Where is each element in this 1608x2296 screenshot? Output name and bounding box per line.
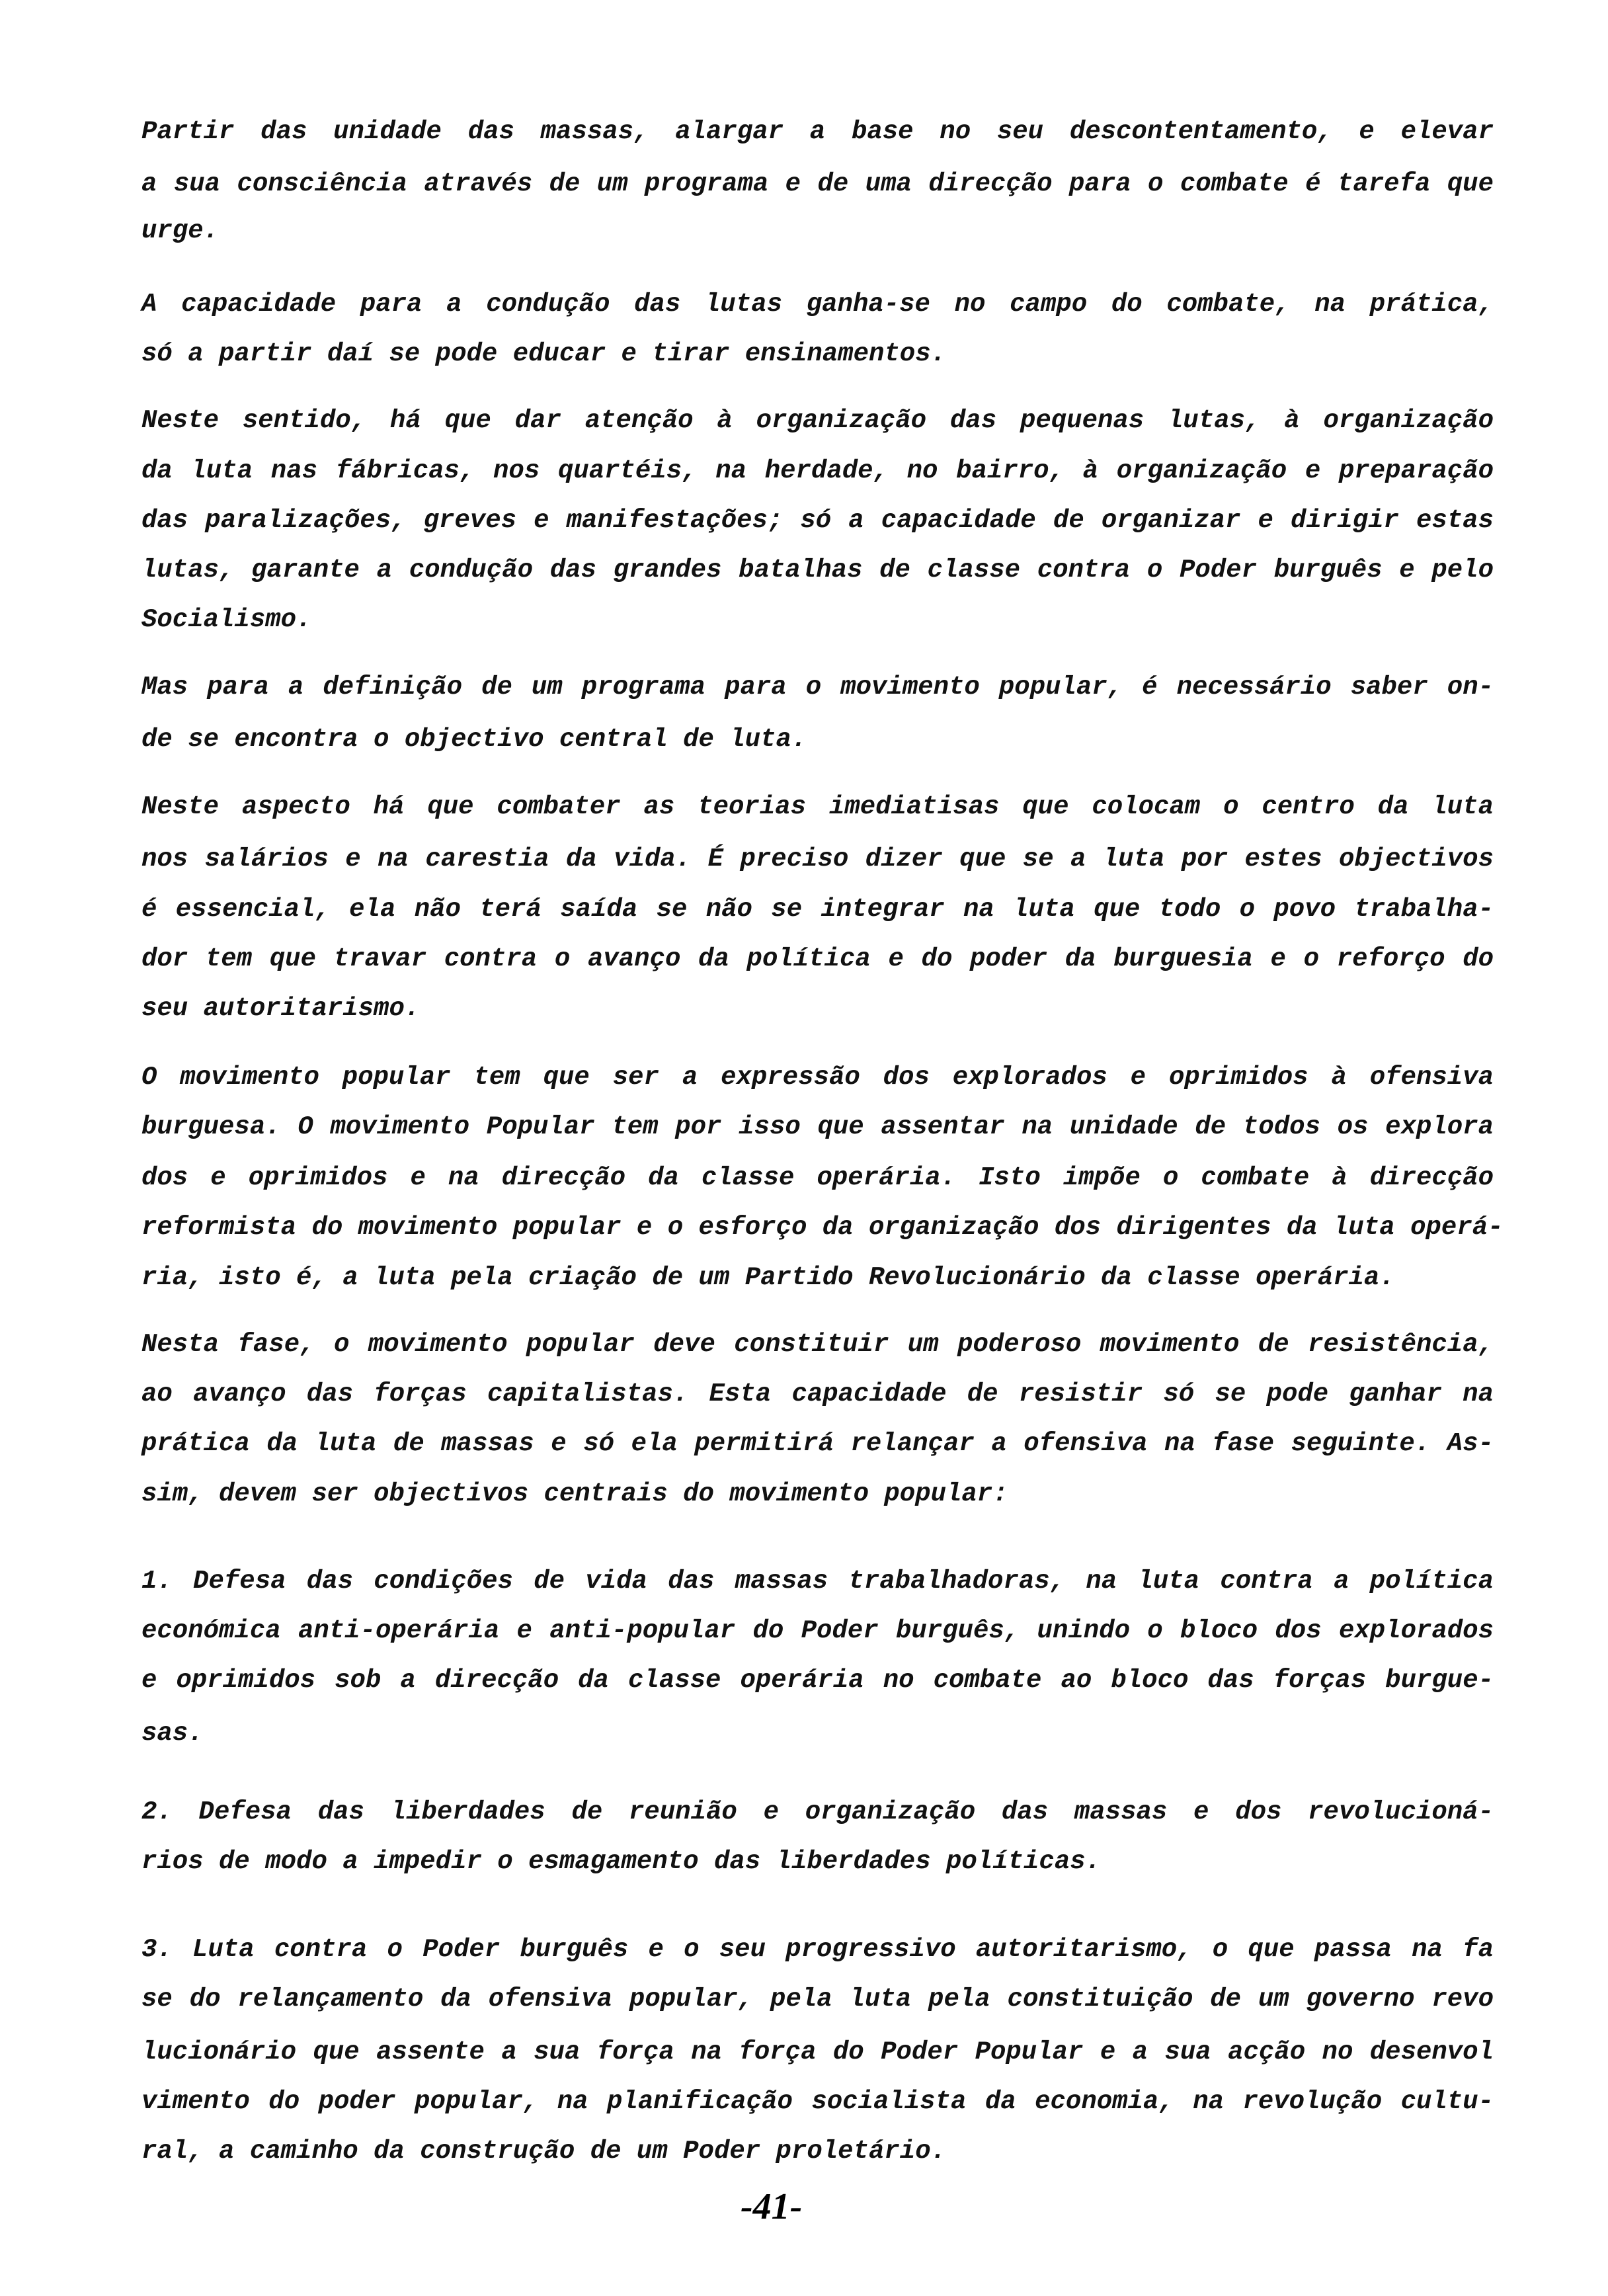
text-line: 2. Defesa das liberdades de reunião e organização das massas e dos revolucioná- [141, 1797, 1494, 1826]
text-line: sim, devem ser objectivos centrais do movimento popular: [141, 1479, 1008, 1508]
text-line: de se encontra o objectivo central de luta. [141, 725, 807, 754]
text-line: Neste aspecto há que combater as teorias imediatisas que colocam o centro da luta [141, 792, 1494, 821]
text-line: sas. [141, 1719, 204, 1748]
text-line: nos salários e na carestia da vida. É preciso dizer que se a luta por estes objectivos [141, 844, 1494, 874]
text-line: ral, a caminho da construção de um Poder proletário. [141, 2137, 946, 2166]
text-line: prática da luta de massas e só ela permitirá relançar a ofensiva na fase seguinte. As- [141, 1429, 1494, 1458]
text-line: se do relançamento da ofensiva popular, pela luta pela constituição de um governo revo [141, 1985, 1494, 2014]
text-line: 3. Luta contra o Poder burguês e o seu progressivo autoritarismo, o que passa na fa [141, 1935, 1494, 1964]
text-line: Partir das unidade das massas, alargar a base no seu descontentamento, e elevar [141, 117, 1494, 146]
text-line: vimento do poder popular, na planificação socialista da economia, na revolução cultu- [141, 2087, 1494, 2116]
text-line: Mas para a definição de um programa para o movimento popular, é necessário saber on- [141, 673, 1494, 702]
text-line: lucionário que assente a sua força na força do Poder Popular e a sua acção no desenvol [141, 2037, 1494, 2067]
text-line: só a partir daí se pode educar e tirar ensinamentos. [141, 339, 946, 368]
text-line: urge. [141, 216, 220, 245]
text-line: reformista do movimento popular e o esforço da organização dos dirigentes da luta operá- [141, 1213, 1504, 1242]
text-line: económica anti-operária e anti-popular do Poder burguês, unindo o bloco dos explorados [141, 1616, 1494, 1645]
text-line: Nesta fase, o movimento popular deve constituir um poderoso movimento de resistência, [141, 1330, 1494, 1359]
text-line: lutas, garante a condução das grandes batalhas de classe contra o Poder burguês e pelo [141, 555, 1494, 585]
text-line: Socialismo. [141, 605, 312, 634]
text-line: da luta nas fábricas, nos quartéis, na herdade, no bairro, à organização e preparação [141, 456, 1494, 485]
text-line: dos e oprimidos e na direcção da classe operária. Isto impõe o combate à direcção [141, 1163, 1494, 1192]
text-line: é essencial, ela não terá saída se não se integrar na luta que todo o povo trabalha- [141, 895, 1494, 924]
text-line: a sua consciência através de um programa e de uma direcção para o combate é tarefa que [141, 169, 1494, 198]
text-line: seu autoritarismo. [141, 994, 421, 1023]
text-line: O movimento popular tem que ser a expressão dos explorados e oprimidos à ofensiva [141, 1063, 1494, 1092]
text-line: A capacidade para a condução das lutas ganha-se no campo do combate, na prática, [141, 290, 1494, 319]
text-line: dor tem que travar contra o avanço da política e do poder da burguesia e o reforço do [141, 944, 1494, 973]
text-line: das paralizações, greves e manifestações; só a capacidade de organizar e dirigir estas [141, 506, 1494, 535]
text-line: burguesa. O movimento Popular tem por isso que assentar na unidade de todos os explora [141, 1112, 1494, 1141]
text-line: Neste sentido, há que dar atenção à organização das pequenas lutas, à organização [141, 406, 1494, 435]
text-line: 1. Defesa das condições de vida das massas trabalhadoras, na luta contra a política [141, 1567, 1494, 1596]
text-line: rios de modo a impedir o esmagamento das liberdades políticas. [141, 1847, 1102, 1876]
text-line: e oprimidos sob a direcção da classe operária no combate ao bloco das forças burgue- [141, 1666, 1494, 1695]
page-number: -41- [741, 2186, 803, 2227]
text-line: ao avanço das forças capitalistas. Esta capacidade de resistir só se pode ganhar na [141, 1379, 1494, 1409]
text-line: ria, isto é, a luta pela criação de um Partido Revolucionário da classe operária. [141, 1263, 1395, 1292]
